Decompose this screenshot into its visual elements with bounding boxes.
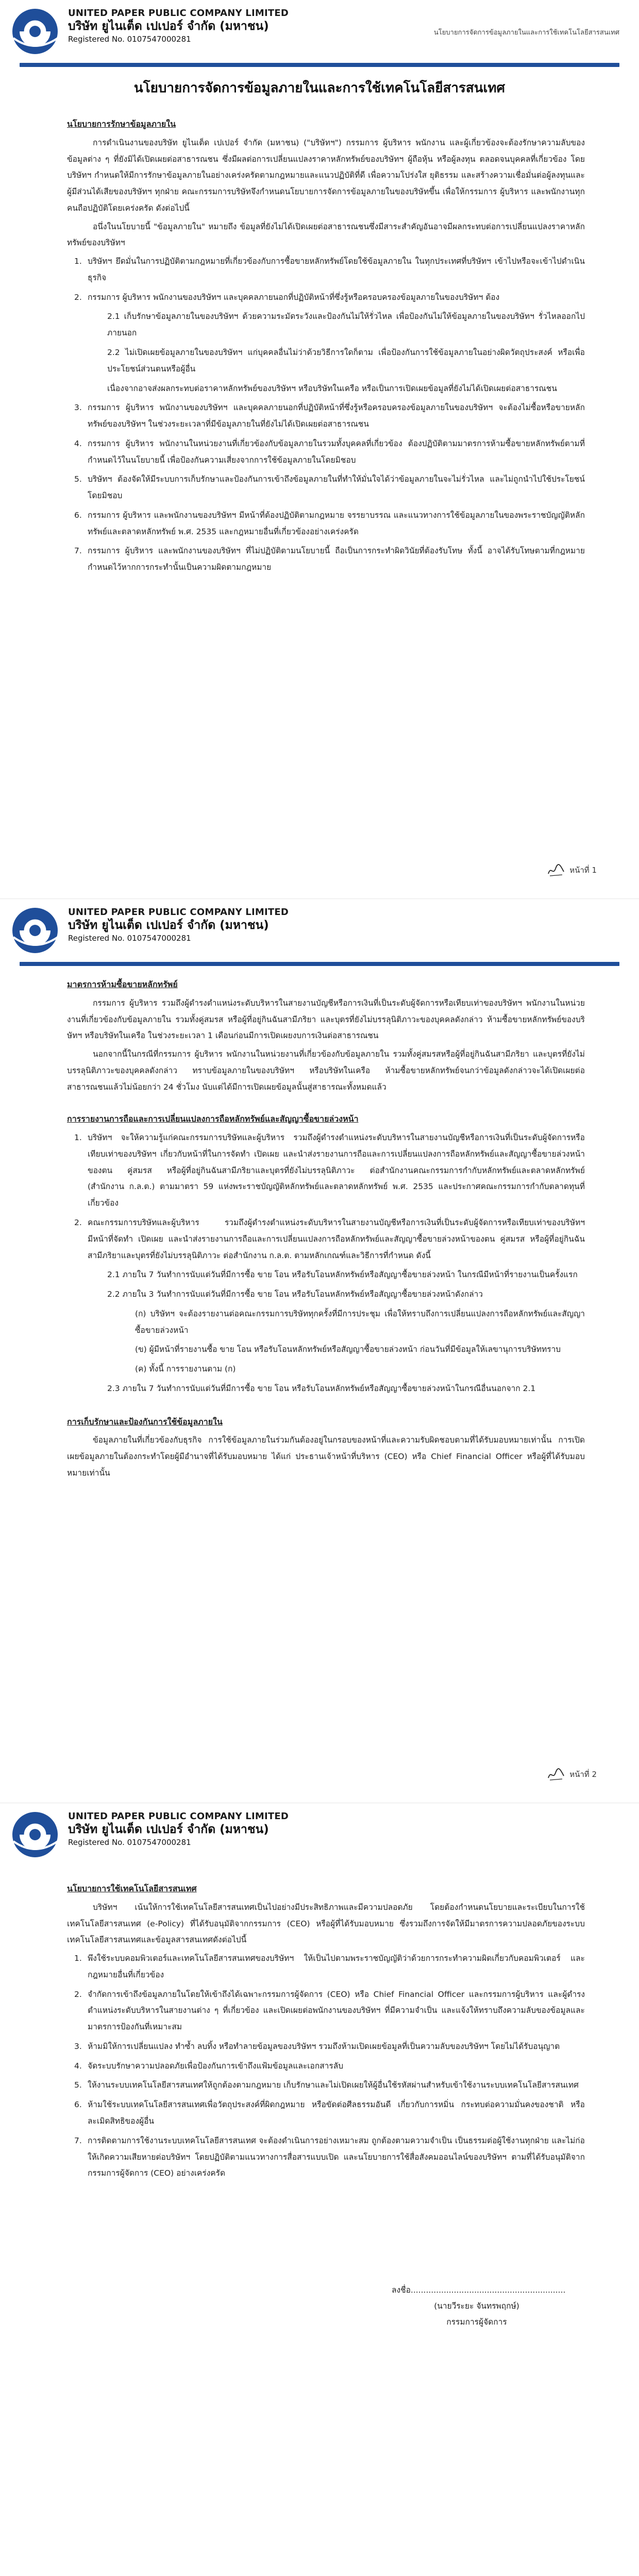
- list-item-text: ให้งานระบบเทคโนโลยีสารสนเทศให้ถูกต้องตามกฎหมาย เก็บรักษาและไม่เปิดเผยให้ผู้อื่นใช้รหัสผ่านสำหรับเข้าใช้งานระบบเทคโนโลยีสารสนเทศ: [88, 2080, 579, 2090]
- section-title: การรายงานการถือและการเปลี่ยนแปลงการถือหลักทรัพย์และสัญญาซื้อขายล่วงหน้า: [67, 1114, 359, 1124]
- list-item: [74, 1951, 585, 1984]
- section-title: นโยบายการใช้เทคโนโลยีสารสนเทศ: [67, 1884, 197, 1893]
- paragraph: บริษัทฯ เน้นให้การใช้เทคโนโลยีสารสนเทศเป็นไปอย่างมีประสิทธิภาพและมีความปลอดภัย โดยต้องกำหนดนโยบายและระเบียบในการใช้เทคโนโลยีสารสนเทศ (e-Policy) ที่ได้รับอนุมัติจากกรรมการ (CEO) หรือผู้ที่ได้รับมอบหมาย ซึ่งรวมถึงการจัดให้มีมาตรการความปลอดภัยของระบบเทคโนโลยีสารสนเทศและข้อมูลสารสนเทศดังต่อไปนี้: [67, 1902, 585, 1945]
- list-item: [74, 400, 585, 433]
- sub-item: (ข) ผู้มีหน้าที่รายงานซื้อ ขาย โอน หรือรับโอนหลักทรัพย์หรือสัญญาซื้อขายล่วงหน้า ก่อนวันที่มีข้อมูลให้เลขานุการบริษัททราบ: [135, 1345, 561, 1354]
- list-item: [74, 507, 585, 540]
- sub-item: 2.2 ภายใน 3 วันทำการนับแต่วันที่มีการซื้อ ขาย โอน หรือรับโอนหลักทรัพย์หรือสัญญาซื้อขายล่วงหน้าดังกล่าว: [107, 1290, 483, 1299]
- list-item-number: 5.: [74, 2080, 82, 2090]
- signer-title: กรรมการผู้จัดการ: [446, 2317, 507, 2327]
- company-name-en: UNITED PAPER PUBLIC COMPANY LIMITED: [68, 1811, 289, 1822]
- company-block: [68, 7, 289, 45]
- list-item: [74, 2097, 585, 2130]
- list-item-text: จำกัดการเข้าถึงข้อมูลภายในโดยให้เข้าถึงได้เฉพาะกรรมการผู้จัดการ (CEO) หรือ Chief Financial Officer และกรรมการผู้บริหาร และผู้ดำรงตำแหน่งระดับบริหารในสายงานต่าง ๆ ที่เกี่ยวข้อง และเปิดเผยต่อพนักงานของบริษัทฯ ที่มีความจำเป็น และแจ้งให้ทราบถึงความลับของข้อมูลและมาตรการป้องกันที่เหมาะสม: [88, 1989, 585, 2032]
- list-item-number: 3.: [74, 2041, 82, 2051]
- document-page-1: [0, 0, 639, 899]
- list-item-text: ห้ามมิให้การเปลี่ยนแปลง ทำซ้ำ ลบทิ้ง หรือทำลายข้อมูลของบริษัทฯ รวมถึงห้ามเปิดเผยข้อมูลที่เป็นความลับของบริษัทฯ โดยไม่ได้รับอนุญาต: [88, 2041, 560, 2051]
- list-item-text: จัดระบบรักษาความปลอดภัยเพื่อป้องกันการเข้าถึงแฟ้มข้อมูลและเอกสารลับ: [88, 2061, 344, 2071]
- signature-icon: [547, 862, 565, 878]
- list-item-text: กรรมการ ผู้บริหาร และพนักงานของบริษัทฯ ที่ไม่ปฏิบัติตามนโยบายนี้ ถือเป็นการกระทำผิดวินัยที่ต้องรับโทษ ทั้งนี้ อาจได้รับโทษตามที่กฎหมายกำหนดไว้หากการกระทำนั้นเป็นความผิดตามกฎหมาย: [88, 546, 585, 572]
- upp-circular-logo-icon: [10, 7, 62, 56]
- list-item: [74, 2133, 585, 2182]
- signature-line: ลงชื่อ.............................................................: [392, 2285, 566, 2295]
- sub-item: (ค) ทั้งนี้ การรายงานตาม (ก): [135, 1364, 236, 1374]
- list-item-text: กรรมการ ผู้บริหาร พนักงานในหน่วยงานที่เกี่ยวข้องกับข้อมูลภายในรวมทั้งบุคคลที่เกี่ยวข้อง ต้องปฏิบัติตามมาตรการห้ามซื้อขายหลักทรัพย์ตามที่กำหนดไว้ในนโยบายนี้ เพื่อป้องกันความเสี่ยงจากการใช้ข้อมูลภายในโดยมิชอบ: [88, 438, 585, 465]
- list-item-number: 3.: [74, 403, 82, 413]
- list-item-text: พึงใช้ระบบคอมพิวเตอร์และเทคโนโลยีสารสนเทศของบริษัทฯ ให้เป็นไปตามพระราชบัญญัติว่าด้วยการกระทำความผิดเกี่ยวกับคอมพิวเตอร์ และกฎหมายอื่นที่เกี่ยวข้อง: [88, 1954, 585, 1979]
- company-block: [68, 906, 289, 944]
- document-page-3: [0, 1803, 639, 2576]
- list-item-number: 4.: [74, 438, 82, 448]
- paragraph: ข้อมูลภายในที่เกี่ยวข้องกับธุรกิจ การใช้ข้อมูลภายในร่วมกันต้องอยู่ในกรอบของหน้าที่และความรับผิดชอบตามที่ได้รับมอบหมายเท่านั้น การเปิดเผยข้อมูลภายในต้องกระทำโดยผู้มีอำนาจที่ได้รับมอบหมาย ได้แก่ ประธานเจ้าหน้าที่บริหาร (CEO) หรือ Chief Financial Officer หรือผู้ที่ได้รับมอบหมายเท่านั้น: [67, 1435, 585, 1478]
- page-number: หน้าที่ 1: [569, 866, 597, 875]
- list-item-number: 1.: [74, 257, 82, 266]
- list-item-number: 2.: [74, 1989, 82, 1999]
- sub-item: 2.3 ภายใน 7 วันทำการนับแต่วันที่มีการซื้อ ขาย โอน หรือรับโอนหลักทรัพย์หรือสัญญาซื้อขายล่วงหน้าในกรณีอื่นนอกจาก 2.1: [107, 1383, 536, 1393]
- list-item-text: กรรมการ ผู้บริหาร พนักงานของบริษัทฯ และบุคคลภายนอกที่ปฏิบัติหน้าที่ซึ่งรู้หรือครอบครองข้อมูลภายในของบริษัทฯ จะต้องไม่ซื้อหรือขายหลักทรัพย์ของบริษัทฯ ในช่วงระยะเวลาที่มีข้อมูลภายในที่ยังไม่ได้เปิดเผยต่อสาธารณชน: [88, 403, 585, 429]
- list-item-number: 6.: [74, 2100, 82, 2110]
- list-item-number: 2.: [74, 292, 82, 302]
- list-item-text: กรรมการ ผู้บริหาร พนักงานของบริษัทฯ และบุคคลภายนอกที่ปฏิบัติหน้าที่ซึ่งรู้หรือครอบครองข้อมูลภายในของบริษัทฯ ต้อง: [88, 292, 500, 302]
- header-rule: [20, 63, 619, 67]
- list-item-text: บริษัทฯ ยึดมั่นในการปฏิบัติตามกฎหมายที่เกี่ยวข้องกับการซื้อขายหลักทรัพย์โดยใช้ข้อมูลภายใน ในทุกประเทศที่บริษัทฯ เข้าไปหรือจะเข้าไปดำเนินธุรกิจ: [88, 257, 585, 282]
- list-item-number: 7.: [74, 546, 82, 556]
- list-item-number: 4.: [74, 2061, 82, 2071]
- page-footer: [547, 862, 597, 878]
- sub-item: 2.1 ภายใน 7 วันทำการนับแต่วันที่มีการซื้อ ขาย โอน หรือรับโอนหลักทรัพย์หรือสัญญาซื้อขายล่วงหน้า ในกรณีมีหน้าที่รายงานเป็นครั้งแรก: [107, 1270, 578, 1280]
- paragraph: นอกจากนี้ในกรณีที่กรรมการ ผู้บริหาร พนักงานในหน่วยงานที่เกี่ยวข้องกับข้อมูลภายใน รวมทั้งคู่สมรสหรือผู้ที่อยู่กินฉันสามีภริยา และบุตรที่ยังไม่บรรลุนิติภาวะของบุคคลดังกล่าว ทราบข้อมูลภายในของบริษัทฯ หรือบริษัทในเครือ ห้ามซื้อขายหลักทรัพย์จนกว่าข้อมูลดังกล่าวจะได้เปิดเผยต่อสาธารณชนแล้วไม่น้อยกว่า 24 ชั่วโมง นับแต่ได้มีการเปิดเผยข้อมูลนั้นสู่สาธารณะทั้งหมดแล้ว: [67, 1049, 585, 1092]
- page-number: หน้าที่ 2: [569, 1770, 597, 1779]
- list-item: [74, 543, 585, 576]
- section-title: การเก็บรักษาและป้องกันการใช้ข้อมูลภายใน: [67, 1416, 223, 1427]
- paragraph: การดำเนินงานของบริษัท ยูไนเต็ด เปเปอร์ จำกัด (มหาชน) ("บริษัทฯ") กรรมการ ผู้บริหาร พนักงาน และผู้เกี่ยวข้องจะต้องรักษาความลับของข้อมูลต่าง ๆ ที่ยังมิได้เปิดเผยต่อสาธารณชน ซึ่งมีผลต่อการเปลี่ยนแปลงราคาหลักทรัพย์ของบริษัทฯ ผู้ถือหุ้น หรือผู้ลงทุน ตลอดจนบุคคลที่เกี่ยวข้อง โดยบริษัทฯ กำหนดให้มีการรักษาข้อมูลภายในอย่างเคร่งครัดตามกฎหมายและแนวปฏิบัติที่ดี เพื่อความโปร่งใส ยุติธรรม และสร้างความเชื่อมั่นต่อผู้ลงทุนและผู้มีส่วนได้เสียของบริษัทฯ ทุกฝ่าย คณะกรรมการบริษัทจึงกำหนดนโยบายการจัดการข้อมูลภายในของบริษัทขึ้น เพื่อให้กรรมการ ผู้บริหาร และพนักงานทุกคนถือปฏิบัติโดยเคร่งครัด ดังต่อไปนี้: [67, 138, 585, 213]
- list-item-number: 5.: [74, 474, 82, 484]
- letterhead: [0, 0, 639, 70]
- page-3-content: [67, 1880, 585, 2185]
- list-item-number: 1.: [74, 1954, 82, 1963]
- upp-circular-logo-icon: [10, 906, 62, 955]
- list-item: [74, 2077, 585, 2094]
- company-name-en: UNITED PAPER PUBLIC COMPANY LIMITED: [68, 8, 289, 19]
- company-registration: Registered No. 0107547000281: [68, 35, 191, 44]
- running-header: นโยบายการจัดการข้อมูลภายในและการใช้เทคโนโลยีสารสนเทศ: [433, 29, 619, 37]
- company-registration: Registered No. 0107547000281: [68, 1838, 191, 1848]
- company-block: [68, 1810, 289, 1848]
- letterhead: [0, 899, 639, 969]
- list-item: [74, 2058, 585, 2075]
- signature-block: [392, 2282, 566, 2330]
- document-page-2: [0, 899, 639, 1803]
- list-item-number: 6.: [74, 510, 82, 520]
- paragraph: อนึ่งในนโยบายนี้ "ข้อมูลภายใน" หมายถึง ข้อมูลที่ยังไม่ได้เปิดเผยต่อสาธารณชนซึ่งมีสาระสำคัญอันอาจมีผลกระทบต่อการเปลี่ยนแปลงราคาหลักทรัพย์ของบริษัทฯ: [67, 222, 585, 248]
- list-item: [74, 1130, 585, 1212]
- list-item: [74, 436, 585, 469]
- letterhead: [0, 1803, 639, 1873]
- list-item-number: 1.: [74, 1133, 82, 1143]
- company-name-th: บริษัท ยูไนเต็ด เปเปอร์ จำกัด (มหาชน): [68, 20, 269, 33]
- signature-icon: [547, 1767, 565, 1782]
- sub-item: 2.2 ไม่เปิดเผยข้อมูลภายในของบริษัทฯ แก่บุคคลอื่นไม่ว่าด้วยวิธีการใดก็ตาม เพื่อป้องกันการใช้ข้อมูลภายในอย่างผิดวัตถุประสงค์ หรือเพื่อประโยชน์ส่วนตนหรือผู้อื่น: [107, 347, 585, 374]
- section-title: นโยบายการรักษาข้อมูลภายใน: [67, 119, 176, 129]
- sub-item: 2.1 เก็บรักษาข้อมูลภายในของบริษัทฯ ด้วยความระมัดระวังและป้องกันไม่ให้รั่วไหล เพื่อป้องกันไม่ให้ข้อมูลภายในของบริษัทฯ รั่วไหลออกไปภายนอก: [107, 312, 585, 338]
- list-item: [74, 1987, 585, 2036]
- list-item-number: 2.: [74, 1218, 82, 1228]
- sub-item: (ก) บริษัทฯ จะต้องรายงานต่อคณะกรรมการบริษัททุกครั้งที่มีการประชุม เพื่อให้ทราบถึงการเปลี่ยนแปลงการถือหลักทรัพย์และสัญญาซื้อขายล่วงหน้า: [135, 1309, 585, 1335]
- list-item-text: การติดตามการใช้งานระบบเทคโนโลยีสารสนเทศ จะต้องดำเนินการอย่างเหมาะสม ถูกต้องตามความจำเป็น เป็นธรรมต่อผู้ใช้งานทุกฝ่าย และไม่ก่อให้เกิดความเสียหายต่อบริษัทฯ โดยปฏิบัติตามแนวทางการสื่อสารแบบเปิด และนโยบายการใช้สื่อสังคมออนไลน์ของบริษัทฯ ตามที่ได้รับอนุมัติจากกรรมการผู้จัดการ (CEO) อย่างเคร่งครัด: [88, 2136, 585, 2178]
- list-item: [74, 253, 585, 286]
- list-item: [74, 2039, 585, 2055]
- document-title: นโยบายการจัดการข้อมูลภายในและการใช้เทคโนโลยีสารสนเทศ: [133, 80, 506, 96]
- list-item: [74, 471, 585, 504]
- list-item: [74, 1215, 585, 1264]
- company-name-th: บริษัท ยูไนเต็ด เปเปอร์ จำกัด (มหาชน): [68, 919, 269, 933]
- list-item-text: บริษัทฯ จะให้ความรู้แก่คณะกรรมการบริษัทและผู้บริหาร รวมถึงผู้ดำรงตำแหน่งระดับบริหารในสายงานบัญชีหรือการเงินที่เป็นระดับผู้จัดการหรือเทียบเท่าของบริษัทฯ เกี่ยวกับหน้าที่ในการจัดทำ เปิดเผย และนำส่งรายงานการถือและการเปลี่ยนแปลงการถือหลักทรัพย์และสัญญาซื้อขายล่วงหน้าของตน คู่สมรส หรือผู้ที่อยู่กินฉันสามีภริยาและบุตรที่ยังไม่บรรลุนิติภาวะ ต่อสำนักงานคณะกรรมการกำกับหลักทรัพย์และตลาดหลักทรัพย์ (สำนักงาน ก.ล.ต.) ตามมาตรา 59 แห่งพระราชบัญญัติหลักทรัพย์และตลาดหลักทรัพย์ พ.ศ. 2535 และประกาศคณะกรรมการกำกับตลาดทุนที่เกี่ยวข้อง: [88, 1133, 585, 1208]
- list-item-text: คณะกรรมการบริษัทและผู้บริหาร รวมถึงผู้ดำรงตำแหน่งระดับบริหารในสายงานบัญชีหรือการเงินที่เป็นระดับผู้จัดการหรือเทียบเท่าของบริษัทฯ มีหน้าที่จัดทำ เปิดเผย และนำส่งรายงานการถือและการเปลี่ยนแปลงการถือหลักทรัพย์และสัญญาซื้อขายล่วงหน้าของตน คู่สมรส หรือผู้ที่อยู่กินฉันสามีภริยาและบุตรที่ยังไม่บรรลุนิติภาวะ ต่อสำนักงาน ก.ล.ต. ตามหลักเกณฑ์และวิธีการที่กำหนด ดังนี้: [88, 1218, 585, 1260]
- list-item-text: กรรมการ ผู้บริหาร และพนักงานของบริษัทฯ มีหน้าที่ต้องปฏิบัติตามกฎหมาย จรรยาบรรณ และแนวทางการใช้ข้อมูลภายในของพระราชบัญญัติหลักทรัพย์และตลาดหลักทรัพย์ พ.ศ. 2535 และกฎหมายอื่นที่เกี่ยวข้องอย่างเคร่งครัด: [88, 510, 585, 536]
- page-footer: [547, 1767, 597, 1782]
- list-item-text: ห้ามใช้ระบบเทคโนโลยีสารสนเทศเพื่อวัตถุประสงค์ที่ผิดกฎหมาย หรือขัดต่อศีลธรรมอันดี เกี่ยวกับการหมิ่น กระทบต่อความมั่นคงของชาติ หรือละเมิดสิทธิของผู้อื่น: [88, 2100, 585, 2126]
- list-item-text: บริษัทฯ ต้องจัดให้มีระบบการเก็บรักษาและป้องกันการเข้าถึงข้อมูลภายในที่ทำให้มั่นใจได้ว่าข้อมูลภายในจะไม่รั่วไหล และไม่ถูกนำไปใช้ประโยชน์โดยมิชอบ: [88, 474, 585, 501]
- upp-circular-logo-icon: [10, 1810, 62, 1859]
- paragraph: กรรมการ ผู้บริหาร รวมถึงผู้ดำรงตำแหน่งระดับบริหารในสายงานบัญชีหรือการเงินที่เป็นระดับผู้จัดการหรือเทียบเท่าของบริษัทฯ พนักงานในหน่วยงานที่เกี่ยวข้องกับข้อมูลภายใน รวมทั้งคู่สมรส หรือผู้ที่อยู่กินฉันสามีภริยา และบุตรที่ยังไม่บรรลุนิติภาวะของบุคคลดังกล่าว ห้ามซื้อขายหลักทรัพย์ของบริษัทฯ หรือบริษัทในเครือ ในช่วงระยะเวลา 1 เดือนก่อนมีการเปิดเผยงบการเงินต่อสาธารณชน: [67, 998, 585, 1041]
- section-title: มาตรการห้ามซื้อขายหลักทรัพย์: [67, 979, 178, 989]
- sub-item: เนื่องจากอาจส่งผลกระทบต่อราคาหลักทรัพย์ของบริษัทฯ หรือบริษัทในเครือ หรือเป็นการเปิดเผยข้อมูลที่ยังไม่ได้เปิดเผยต่อสาธารณชน: [107, 383, 557, 393]
- signer-name: (นายวีระยะ จันทรพฤกษ์): [434, 2301, 519, 2311]
- page-2-content: [67, 976, 585, 1484]
- page-1-content: [67, 116, 585, 579]
- header-rule: [20, 962, 619, 966]
- company-registration: Registered No. 0107547000281: [68, 934, 191, 943]
- list-item-number: 7.: [74, 2136, 82, 2145]
- company-name-en: UNITED PAPER PUBLIC COMPANY LIMITED: [68, 907, 289, 918]
- list-item: [74, 290, 585, 306]
- company-name-th: บริษัท ยูไนเต็ด เปเปอร์ จำกัด (มหาชน): [68, 1823, 269, 1837]
